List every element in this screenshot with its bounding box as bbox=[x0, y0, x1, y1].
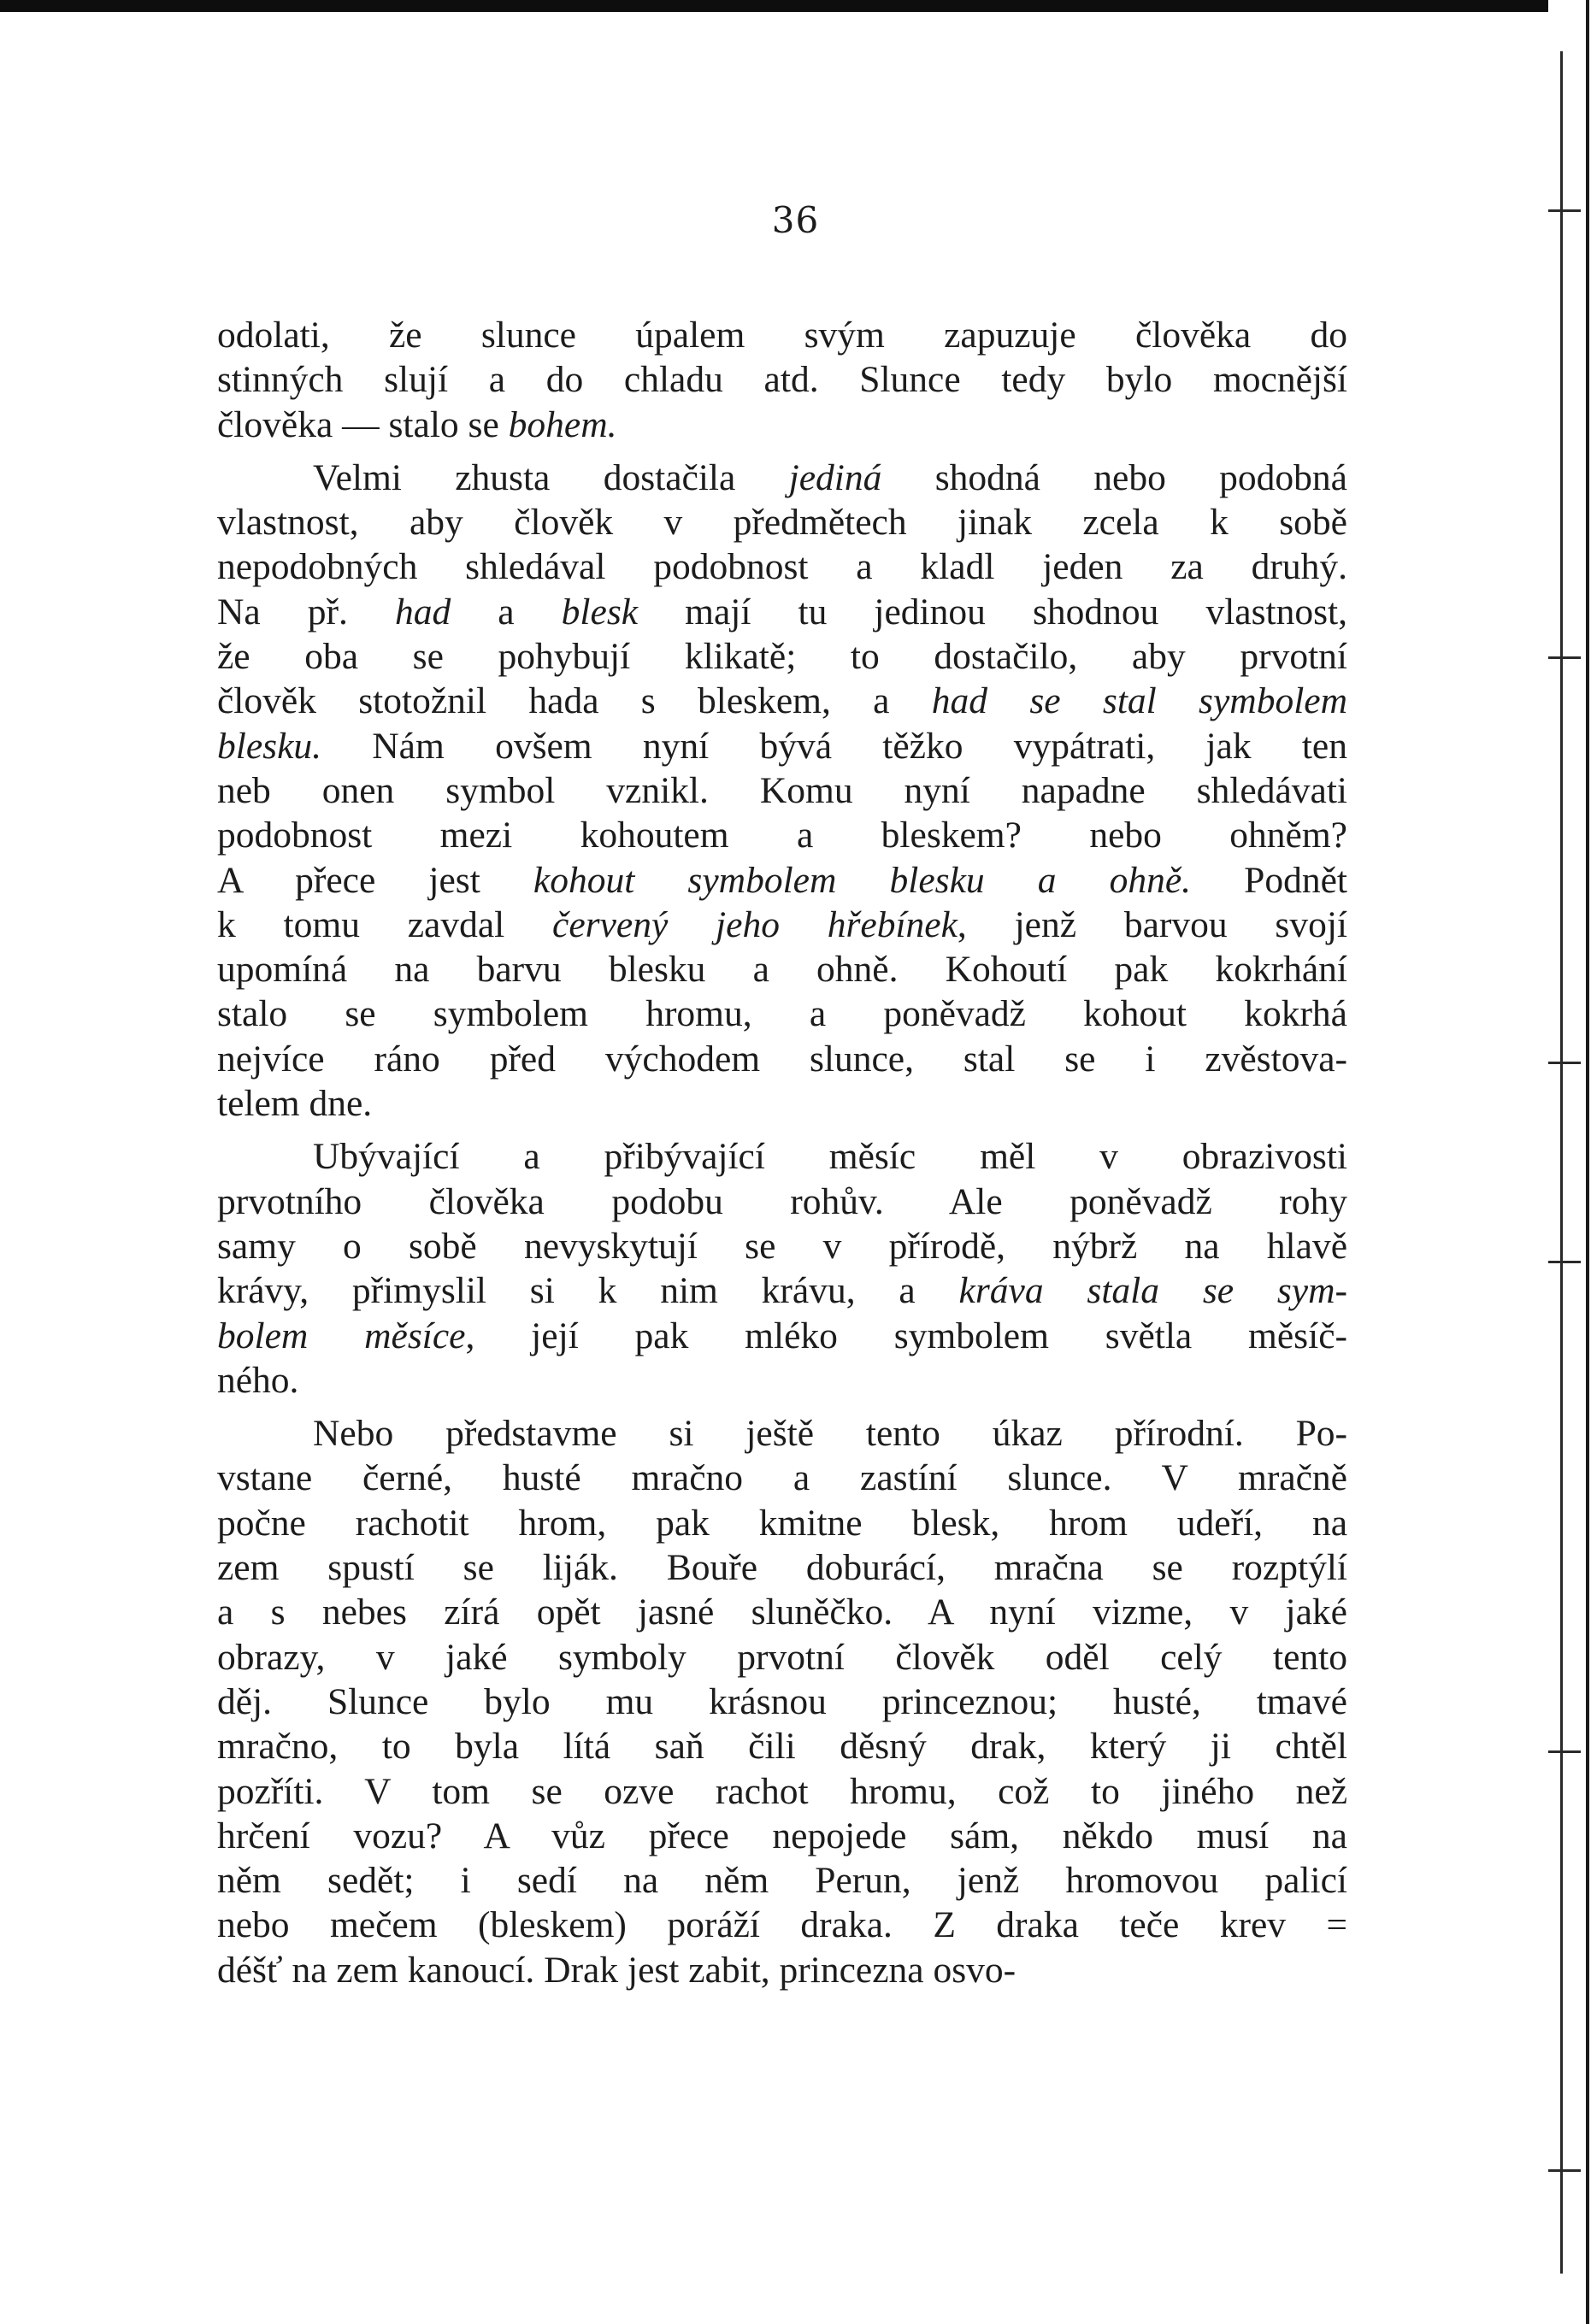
text-line bbox=[217, 1769, 1347, 1814]
text-line bbox=[217, 903, 1347, 947]
text-run: Ubývající a přibývající měsíc měl v obrazivosti bbox=[313, 1136, 1347, 1178]
text-line bbox=[217, 1037, 1347, 1081]
italic-text: had bbox=[394, 591, 451, 632]
scan-top-border bbox=[0, 0, 1591, 12]
text-line bbox=[217, 679, 1347, 723]
text-line bbox=[217, 1948, 1347, 1992]
text-run: pozříti. V tom se ozve rachot hromu, což to jiného než bbox=[217, 1770, 1347, 1812]
page-number: 36 bbox=[771, 199, 820, 241]
paragraph bbox=[217, 313, 1347, 447]
text-run: že oba se pohybují klikatě; to dostačilo, aby prvotní bbox=[217, 636, 1347, 678]
text-run: vlastnost, aby člověk v předmětech jinak zcela k sobě bbox=[217, 502, 1347, 544]
text-run: prvotního člověka podobu rohův. Ale poněvadž rohy bbox=[217, 1180, 1347, 1222]
text-line bbox=[217, 357, 1347, 402]
text-run: Nám ovšem nyní bývá těžko vypátrati, jak ten bbox=[321, 725, 1347, 767]
italic-text: kráva stala se sym- bbox=[958, 1270, 1347, 1312]
italic-text: bolem měsíce bbox=[217, 1315, 466, 1356]
text-run: Na př. bbox=[217, 591, 395, 632]
text-line bbox=[217, 1903, 1347, 1947]
text-line bbox=[217, 634, 1347, 679]
spine-mark bbox=[1548, 1750, 1581, 1753]
text-line bbox=[217, 313, 1347, 357]
text-run: A přece jest bbox=[217, 859, 533, 901]
body-text bbox=[217, 313, 1347, 1992]
text-line bbox=[217, 724, 1347, 768]
italic-text: kohout symbolem blesku a ohně. bbox=[533, 859, 1192, 901]
text-line bbox=[217, 858, 1347, 903]
text-run: nejvíce ráno před východem slunce, stal se i zvěstova- bbox=[217, 1038, 1347, 1080]
spine-mark bbox=[1548, 1062, 1581, 1064]
text-line bbox=[217, 1724, 1347, 1768]
text-run: počne rachotit hrom, pak kmitne blesk, hrom udeří, na bbox=[217, 1502, 1347, 1544]
text-line bbox=[217, 1545, 1347, 1590]
text-line bbox=[217, 947, 1347, 991]
text-line bbox=[217, 544, 1347, 589]
text-run: děj. Slunce bylo mu krásnou princeznou; husté, tmavé bbox=[217, 1680, 1347, 1722]
text-run: stalo se symbolem hromu, a poněvadž kohout kokrhá bbox=[217, 993, 1347, 1035]
text-line bbox=[217, 768, 1347, 813]
text-run: upomíná na barvu blesku a ohně. Kohoutí pak kokrhání bbox=[217, 949, 1347, 991]
italic-text: bohem. bbox=[508, 403, 617, 445]
text-line bbox=[217, 1501, 1347, 1545]
text-run: podobnost mezi kohoutem a bleskem? nebo ohněm? bbox=[217, 815, 1347, 856]
text-run: člověk stotožnil hada s bleskem, a bbox=[217, 680, 932, 722]
book-spine-edge bbox=[1548, 0, 1591, 2324]
italic-text: jediná bbox=[788, 456, 882, 498]
text-line bbox=[217, 590, 1347, 634]
paragraph bbox=[217, 1411, 1347, 1992]
text-line bbox=[217, 1081, 1347, 1126]
text-line bbox=[217, 991, 1347, 1036]
text-run: hrčení vozu? A vůz přece nepojede sám, někdo musí na bbox=[217, 1815, 1347, 1856]
text-run: vstane černé, husté mračno a zastíní slunce. V mračně bbox=[217, 1457, 1347, 1499]
text-line bbox=[217, 1358, 1347, 1403]
text-run: a s nebes zírá opět jasné sluněčko. A nyní vizme, v jaké bbox=[217, 1591, 1347, 1633]
paragraph bbox=[217, 456, 1347, 1126]
text-run: ného. bbox=[217, 1359, 299, 1401]
text-run: něm sedět; i sedí na něm Perun, jenž hromovou palicí bbox=[217, 1860, 1347, 1902]
text-run: telem dne. bbox=[217, 1083, 373, 1125]
text-run: stinných slují a do chladu atd. Slunce tedy bylo mocnější bbox=[217, 359, 1347, 401]
text-line bbox=[217, 813, 1347, 857]
spine-mark bbox=[1548, 656, 1581, 659]
text-run: , její pak mléko symbolem světla měsíč- bbox=[465, 1315, 1347, 1356]
text-run: Podnět bbox=[1191, 859, 1347, 901]
text-line bbox=[217, 1314, 1347, 1358]
text-run: zem spustí se liják. Bouře doburácí, mračna se rozptýlí bbox=[217, 1547, 1347, 1589]
text-run: krávy, přimyslil si k nim krávu, a bbox=[217, 1270, 959, 1312]
text-run: nepodobných shledával podobnost a kladl jeden za druhý. bbox=[217, 546, 1347, 588]
text-run: nebo mečem (bleskem) poráží draka. Z draka teče krev = bbox=[217, 1904, 1347, 1946]
text-run: odolati, že slunce úpalem svým zapuzuje člověka do bbox=[217, 315, 1347, 356]
text-run: shodná nebo podobná bbox=[881, 456, 1347, 498]
text-line bbox=[217, 1456, 1347, 1500]
text-line bbox=[217, 456, 1347, 500]
text-line bbox=[217, 403, 1347, 447]
italic-text: blesku. bbox=[217, 725, 322, 767]
text-line bbox=[217, 1814, 1347, 1858]
text-run: mračno, to byla lítá saň čili děsný drak, který ji chtěl bbox=[217, 1726, 1347, 1768]
text-run: a bbox=[451, 591, 562, 632]
text-line bbox=[217, 1134, 1347, 1179]
text-line bbox=[217, 1411, 1347, 1456]
text-run: déšť na zem kanoucí. Drak jest zabit, princezna osvo- bbox=[217, 1949, 1016, 1991]
spine-outer-line bbox=[1586, 0, 1589, 2324]
text-line bbox=[217, 1858, 1347, 1903]
text-run: k tomu zavdal bbox=[217, 903, 553, 945]
spine-inner-line bbox=[1560, 51, 1563, 2274]
italic-text: blesk bbox=[561, 591, 639, 632]
text-line bbox=[217, 1268, 1347, 1313]
italic-text: červený jeho hřebínek bbox=[552, 903, 958, 945]
text-run: mají tu jedinou shodnou vlastnost, bbox=[638, 591, 1347, 632]
text-line bbox=[217, 1180, 1347, 1224]
text-run: Nebo představme si ještě tento úkaz přírodní. Po- bbox=[313, 1413, 1347, 1455]
italic-text: had se stal symbolem bbox=[931, 680, 1347, 722]
text-line bbox=[217, 1680, 1347, 1724]
text-run: člověka — stalo se bbox=[217, 403, 509, 445]
text-line bbox=[217, 1224, 1347, 1268]
text-line bbox=[217, 1635, 1347, 1680]
text-run: , jenž barvou svojí bbox=[957, 903, 1348, 945]
text-line bbox=[217, 1590, 1347, 1634]
text-run: Velmi zhusta dostačila bbox=[313, 456, 789, 498]
text-run: samy o sobě nevyskytují se v přírodě, nýbrž na hlavě bbox=[217, 1225, 1347, 1267]
text-run: neb onen symbol vznikl. Komu nyní napadne shledávati bbox=[217, 769, 1347, 811]
text-run: obrazy, v jaké symboly prvotní člověk oděl celý tento bbox=[217, 1636, 1347, 1678]
spine-mark bbox=[1548, 1261, 1581, 1263]
text-line bbox=[217, 500, 1347, 544]
paragraph bbox=[217, 1134, 1347, 1403]
spine-mark bbox=[1548, 2169, 1581, 2172]
